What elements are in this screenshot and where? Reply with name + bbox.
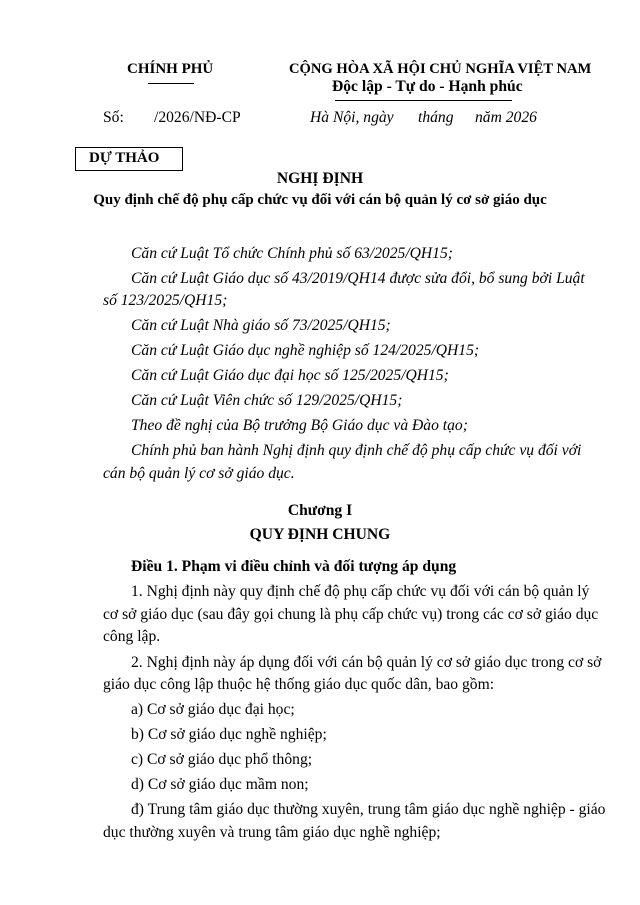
place-date: Hà Nội, ngày: [310, 109, 394, 126]
list-item: a) Cơ sở giáo dục đại học;: [131, 701, 295, 718]
article-1-para-1-line: 1. Nghị định này quy định chế độ phụ cấp chức vụ đối với cán bộ quản lý: [131, 583, 590, 600]
list-item: c) Cơ sở giáo dục phổ thông;: [131, 751, 313, 768]
nation-name: CỘNG HÒA XÃ HỘI CHỦ NGHĨA VIỆT NAM: [289, 61, 592, 77]
article-1-title: Điều 1. Phạm vi điều chỉnh và đối tượng áp dụng: [131, 558, 457, 575]
article-1-para-2-line: 2. Nghị định này áp dụng đối với cán bộ quản lý cơ sở giáo dục trong cơ sở: [131, 654, 602, 671]
year-label: năm 2026: [475, 109, 537, 126]
legal-basis-line: Chính phủ ban hành Nghị định quy định chế độ phụ cấp chức vụ đối với: [131, 442, 582, 459]
number-label: Số:: [103, 109, 124, 126]
list-item: đ) Trung tâm giáo dục thường xuyên, trung tâm giáo dục nghề nghiệp - giáo: [131, 801, 606, 818]
legal-basis-line: Căn cứ Luật Giáo dục nghề nghiệp số 124/2025/QH15;: [131, 342, 480, 359]
legal-basis-line: Theo đề nghị của Bộ trưởng Bộ Giáo dục và Đào tạo;: [131, 417, 468, 434]
draft-label: DỰ THẢO: [89, 150, 160, 166]
chapter-title: QUY ĐỊNH CHUNG: [249, 526, 391, 543]
legal-basis-line: Căn cứ Luật Giáo dục đại học số 125/2025/QH15;: [131, 367, 449, 384]
motto-underline: [335, 100, 512, 101]
national-motto: Độc lập - Tự do - Hạnh phúc: [332, 78, 523, 95]
list-item: d) Cơ sở giáo dục mầm non;: [131, 776, 309, 793]
document-number: /2026/NĐ-CP: [154, 109, 241, 126]
legal-basis-line: cán bộ quản lý cơ sở giáo dục.: [103, 465, 295, 482]
article-1-para-1-line: công lập.: [103, 628, 161, 645]
document-title: Quy định chế độ phụ cấp chức vụ đối với cán bộ quản lý cơ sở giáo dục: [93, 192, 547, 208]
legal-basis-line: Căn cứ Luật Giáo dục số 43/2019/QH14 được sửa đổi, bổ sung bởi Luật: [131, 270, 585, 287]
article-1-para-2-line: giáo dục công lập thuộc hệ thống giáo dục quốc dân, bao gồm:: [103, 676, 495, 693]
agency-underline: [148, 83, 194, 84]
legal-basis-line: Căn cứ Luật Tổ chức Chính phủ số 63/2025/QH15;: [131, 245, 453, 262]
issuing-agency: CHÍNH PHỦ: [127, 61, 214, 77]
legal-basis-line: số 123/2025/QH15;: [103, 292, 228, 309]
article-1-para-1-line: cơ sở giáo dục (sau đây gọi chung là phụ cấp chức vụ) trong các cơ sở giáo dục: [103, 606, 599, 623]
chapter-number: Chương I: [287, 502, 353, 519]
list-item: b) Cơ sở giáo dục nghề nghiệp;: [131, 726, 327, 743]
list-item: dục thường xuyên và trung tâm giáo dục nghề nghiệp;: [103, 824, 441, 841]
document-type: NGHỊ ĐỊNH: [276, 170, 364, 187]
legal-basis-line: Căn cứ Luật Viên chức số 129/2025/QH15;: [131, 392, 403, 409]
legal-basis-line: Căn cứ Luật Nhà giáo số 73/2025/QH15;: [131, 317, 391, 334]
month-label: tháng: [418, 109, 454, 126]
